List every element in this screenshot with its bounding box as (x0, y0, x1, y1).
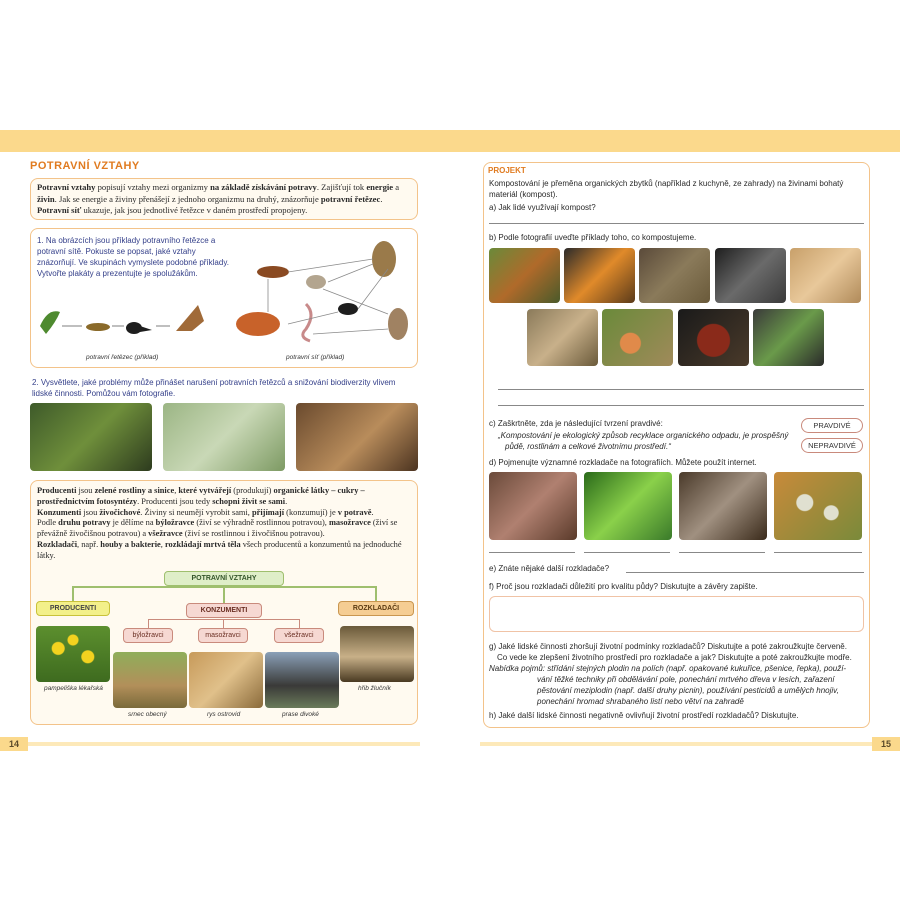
compost-photo-5 (790, 248, 861, 303)
intro-box: Potravní vztahy popisují vztahy mezi organizmy na základě získávání potravy. Zajišťují tok energie a živin. Jak se energie a živiny přenášejí z jednoho organizmu na druhý, znázorňuje potravní řetězec. Potravní síť ukazuje, jak jsou jednotlivé řetězce v daném prostředí propojeny. (30, 178, 418, 220)
node-herbivores: býložravci (123, 628, 173, 643)
compost-photo-2 (564, 248, 635, 303)
compost-photo-6 (527, 309, 598, 366)
food-chain-illustration (36, 296, 216, 356)
question-f: f) Proč jsou rozkladači důležití pro kvalitu půdy? Diskutujte a závěry zapište. (489, 582, 758, 591)
section-title: POTRAVNÍ VZTAHY (30, 160, 140, 172)
caption-wild-boar: prase divoké (282, 711, 319, 718)
diagram-connector (148, 619, 149, 628)
diagram-connector (223, 619, 224, 628)
bolete-photo (340, 626, 414, 682)
task1-text: 1. Na obrázcích jsou příklady potravního řetězce a potravní sítě. Pokuste se popsat, jaké vztahy znázorňují. Ve skupinách vymyslete podobné příklady. Vytvořte plakáty a prezentujte je spolužákům. (37, 236, 229, 278)
answer-field-f[interactable] (489, 596, 864, 632)
project-title: PROJEKT (488, 166, 526, 175)
decomposer-photo-bacteria (584, 472, 672, 540)
task2-text: 2. Vysvětlete, jaké problémy může přinášet narušení potravních řetězců a snižování biodiverzity vlivem lidské činnosti. Pomůžou vám fotografie. (32, 378, 396, 398)
answer-line-d4[interactable] (774, 552, 862, 553)
false-option-button[interactable]: NEPRAVDIVÉ (801, 438, 863, 453)
caption-lynx: rys ostrovid (207, 711, 241, 718)
question-d: d) Pojmenujte významné rozkladače na fotografiích. Můžete použít internet. (489, 458, 757, 467)
node-food-relations: POTRAVNÍ VZTAHY (164, 571, 284, 586)
diagram-connector (299, 619, 300, 628)
node-decomposers: ROZKLADAČI (338, 601, 414, 616)
node-producers: PRODUCENTI (36, 601, 110, 616)
caption-bolete: hřib žlučník (358, 685, 391, 692)
question-g-1: g) Jaké lidské činnosti zhoršují životní podmínky rozkladačů? Diskutujte a poté zakroužkujte červeně. (489, 642, 847, 651)
decomposer-photo-mold (774, 472, 862, 540)
question-h: h) Jaké další lidské činnosti negativně ovlivňují životní prostředí rozkladačů? Diskutujte. (489, 711, 799, 720)
node-carnivores: masožravci (198, 628, 248, 643)
question-c: c) Zaškrtněte, zda je následující tvrzení pravdivé: (489, 419, 663, 428)
node-omnivores: všežravci (274, 628, 324, 643)
compost-photo-1 (489, 248, 560, 303)
project-intro: Kompostování je přeměna organických zbytků (například z kuchyně, ze zahrady) na živinami bohatý materiál (kompost). (489, 179, 844, 199)
food-web-illustration (228, 234, 418, 349)
wild-boar-photo (265, 652, 339, 708)
answer-line-d1[interactable] (489, 552, 575, 553)
caption-food-web: potravní síť (příklad) (286, 354, 345, 361)
answer-line-d2[interactable] (584, 552, 670, 553)
question-b: b) Podle fotografií uveďte příklady toho, co kompostujeme. (489, 233, 697, 242)
answer-line-d3[interactable] (679, 552, 765, 553)
diagram-connector (223, 586, 225, 603)
page-number-right: 15 (872, 737, 900, 751)
caption-dandelion: pampeliška lékařská (44, 685, 103, 692)
top-color-band (0, 130, 900, 152)
compost-photo-8 (678, 309, 749, 366)
bottom-band-right (480, 742, 872, 746)
question-g-terms-3: pěstování meziplodin (např. další druhy picnin), používání pesticidů a umělých hnojiv, (537, 686, 839, 695)
answer-line-b2[interactable] (498, 405, 864, 406)
caption-roe-deer: srnec obecný (128, 711, 167, 718)
kestrel-photo (296, 403, 418, 471)
page-number-left: 14 (0, 737, 28, 751)
compost-photo-9 (753, 309, 824, 366)
decomposer-photo-woodlouse (679, 472, 767, 540)
question-a: a) Jak lidé využívají kompost? (489, 203, 596, 212)
bottom-band-left (28, 742, 420, 746)
chameleon-photo (30, 403, 152, 471)
producers-text: Producenti jsou zelené rostliny a sinice, které vytvářejí (produkují) organické látky – cukry – prostřednictvím fotosyntézy. Producenti jsou tedy schopni živit se sami. Konzumenti jsou živočichové. Živiny si neumějí vyrobit sami, přijímají (konzumují) je v potravě. Podle druhu potravy je dělíme na býložravce (živí se výhradně rostlinnou potravou), masožravce (živí se převážně živočišnou potravou) a všežravce (živí se rostlinnou i živočišnou potravou). Rozkladači, např. houby a bakterie, rozkládají mrtvá těla všech producentů a konzumentů na jednoduché látky. (37, 486, 402, 560)
node-consumers: KONZUMENTI (186, 603, 262, 618)
lynx-photo (189, 652, 263, 708)
true-option-button[interactable]: PRAVDIVÉ (801, 418, 863, 433)
answer-line-b1[interactable] (498, 389, 864, 390)
question-c-quote-1: „Kompostování je ekologický způsob recyklace organického odpadu, je prospěšný (498, 431, 789, 440)
question-c-quote-2: půdě, rostlinám a celkové životnímu prostředí.“ (505, 442, 671, 451)
diagram-connector (72, 586, 74, 601)
decomposer-photo-worms (489, 472, 577, 540)
compost-photo-7 (602, 309, 673, 366)
question-g-terms-2: vání těžké techniky při obdělávání pole, ponechání mrtvého dřeva v lesích, zařazení (537, 675, 835, 684)
question-g-2: Co vede ke zlepšení životního prostředí pro rozkladače a jak? Diskutujte a poté zakroužkujte modře. (497, 653, 852, 662)
answer-line-a[interactable] (489, 223, 864, 224)
caption-food-chain: potravní řetězec (příklad) (86, 354, 159, 361)
question-g-terms-1: Nabídka pojmů: střídání stejných plodin na polích (např. opakované kukuřice, pšenice, řepka), použí- (489, 664, 847, 673)
question-g-terms-4: ponechání hromad shrabaného listí nebo větví na zahradě (537, 697, 744, 706)
ladybug-photo (163, 403, 285, 471)
answer-line-e[interactable] (626, 572, 864, 573)
roe-deer-photo (113, 652, 187, 708)
dandelion-photo (36, 626, 110, 682)
compost-photo-4 (715, 248, 786, 303)
question-e: e) Znáte nějaké další rozkladače? (489, 564, 610, 573)
diagram-connector (375, 586, 377, 601)
compost-photo-3 (639, 248, 710, 303)
